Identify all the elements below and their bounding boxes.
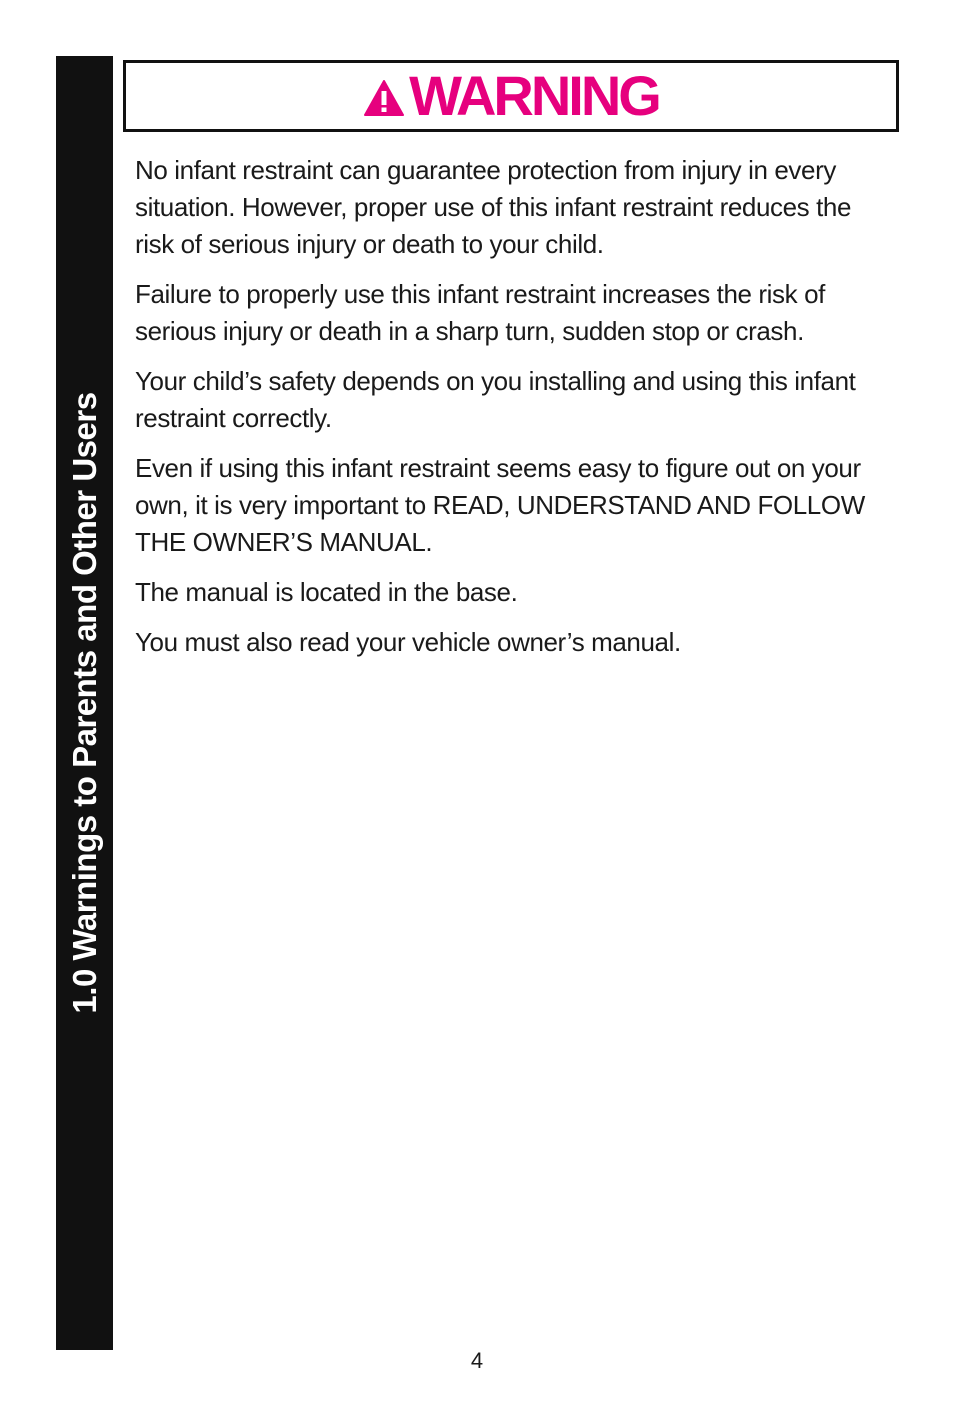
warning-banner (123, 60, 899, 132)
paragraph: Even if using this infant restraint seems easy to figure out on your own, it is very important to READ, UNDERSTAND AND FOLLOW THE OWNER’S MANUAL. (135, 453, 865, 557)
section-title: 1.0 Warnings to Parents and Other Users (65, 392, 103, 1014)
paragraph: Failure to properly use this infant restraint increases the risk of serious injury or death in a sharp turn, sudden stop or crash. (135, 279, 825, 346)
paragraph: The manual is located in the base. (135, 577, 518, 607)
warning-text-body (135, 152, 895, 674)
warning-heading (363, 64, 659, 127)
paragraph: Your child’s safety depends on you installing and using this infant restraint correctly. (135, 366, 856, 433)
warning-triangle-icon (363, 79, 405, 117)
paragraph: You must also read your vehicle owner’s manual. (135, 627, 681, 657)
paragraph: No infant restraint can guarantee protection from injury in every situation. However, proper use of this infant restraint reduces the risk of serious injury or death to your child. (135, 155, 852, 259)
section-side-tab (56, 56, 113, 1350)
page-number: 4 (470, 1348, 484, 1373)
warning-title: WARNING (409, 64, 659, 127)
